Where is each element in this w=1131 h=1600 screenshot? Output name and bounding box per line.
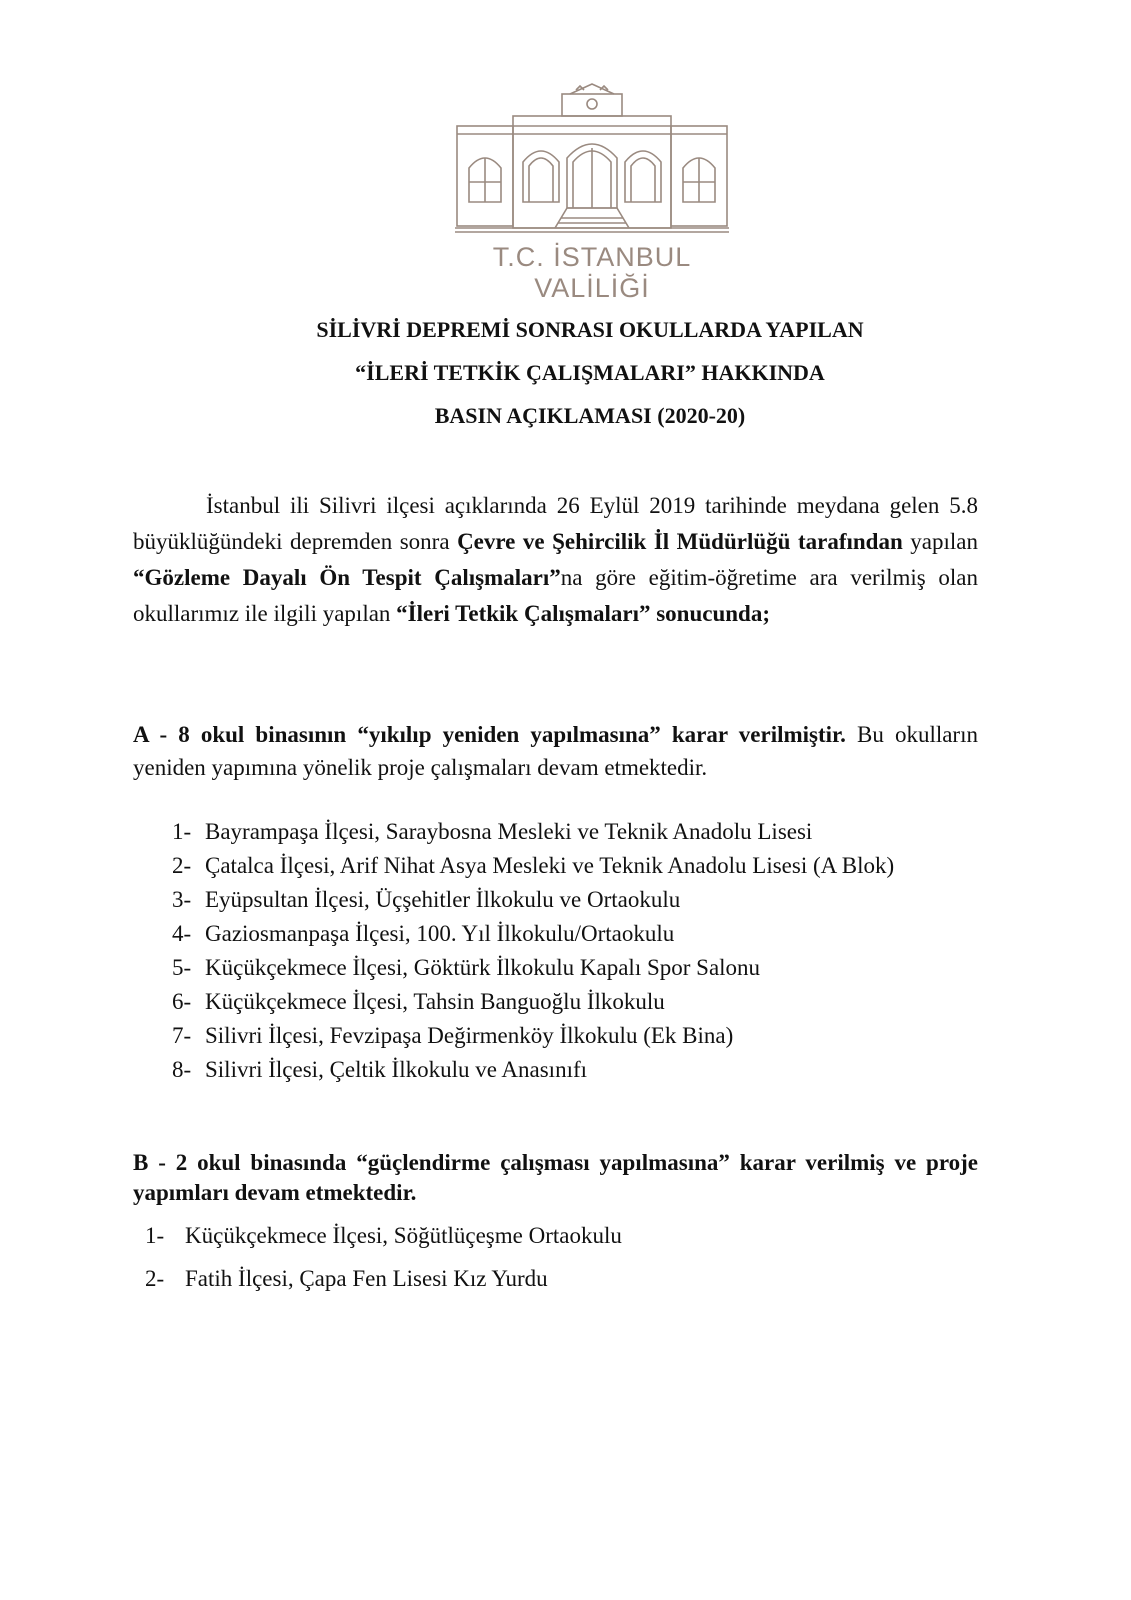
section-a-heading <box>133 718 978 784</box>
list-item-number: 2- <box>172 853 192 878</box>
section-a-text: Bu okulların yeniden yapımına yönelik proje çalışmaları devam etmektedir. <box>133 722 978 780</box>
list-item-number: 1- <box>145 1223 165 1248</box>
list-item-number: 5- <box>172 955 192 980</box>
list-item-number: 6- <box>172 989 192 1014</box>
intro-text-2: yapılan <box>902 529 978 554</box>
title-line-1: SİLİVRİ DEPREMİ SONRASI OKULLARDA YAPILAN <box>316 317 864 342</box>
list-item-number: 7- <box>172 1023 192 1048</box>
list-item <box>172 951 894 985</box>
list-item-text: Eyüpsultan İlçesi, Üçşehitler İlkokulu ve Ortaokulu <box>205 887 681 912</box>
section-a-bold: A - 8 okul binasının “yıkılıp yeniden yapılmasına” karar verilmiştir. <box>133 722 846 747</box>
list-item-text: Silivri İlçesi, Çeltik İlkokulu ve Anasınıfı <box>205 1057 588 1082</box>
list-item <box>145 1214 622 1257</box>
intro-text-3: na göre eğitim-öğretime ara verilmiş olan okullarımız ile ilgili yapılan <box>133 565 978 626</box>
intro-paragraph <box>133 488 978 632</box>
list-item-text: Küçükçekmece İlçesi, Göktürk İlkokulu Kapalı Spor Salonu <box>205 955 761 980</box>
logo-text: T.C. İSTANBUL VALİLİĞİ <box>492 242 692 303</box>
list-item <box>172 883 894 917</box>
list-item-text: Bayrampaşa İlçesi, Saraybosna Mesleki ve Teknik Anadolu Lisesi <box>205 819 813 844</box>
intro-bold-1: Çevre ve Şehircilik İl Müdürlüğü tarafından <box>457 529 903 554</box>
list-item <box>145 1257 622 1300</box>
building-emblem-icon <box>455 82 729 242</box>
section-b-heading: B - 2 okul binasında “güçlendirme çalışması yapılmasına” karar verilmiş ve proje yapımları devam etmektedir. <box>133 1150 978 1205</box>
list-item-number: 2- <box>145 1266 165 1291</box>
list-item <box>172 849 894 883</box>
list-item-text: Gaziosmanpaşa İlçesi, 100. Yıl İlkokulu/Ortaokulu <box>205 921 675 946</box>
list-item <box>172 1019 894 1053</box>
list-item-text: Küçükçekmece İlçesi, Tahsin Banguoğlu İlkokulu <box>205 989 665 1014</box>
intro-bold-3: “İleri Tetkik Çalışmaları” sonucunda; <box>396 601 770 626</box>
governorship-logo <box>455 82 729 303</box>
list-item-number: 1- <box>172 819 192 844</box>
list-item-text: Silivri İlçesi, Fevzipaşa Değirmenköy İlkokulu (Ek Bina) <box>205 1023 734 1048</box>
section-b-list <box>145 1214 622 1300</box>
intro-text-1: İstanbul ili Silivri ilçesi açıklarında 26 Eylül 2019 tarihinde meydana gelen 5.8 büyüklüğündeki depremden sonra <box>133 493 978 554</box>
list-item <box>172 917 894 951</box>
list-item <box>172 985 894 1019</box>
title-line-2: “İLERİ TETKİK ÇALIŞMALARI” HAKKINDA <box>355 360 825 385</box>
list-item-text: Çatalca İlçesi, Arif Nihat Asya Mesleki ve Teknik Anadolu Lisesi (A Blok) <box>205 853 895 878</box>
list-item <box>172 1053 894 1087</box>
list-item-number: 3- <box>172 887 192 912</box>
intro-bold-2: “Gözleme Dayalı Ön Tespit Çalışmaları” <box>133 565 561 590</box>
document-title <box>150 308 1030 437</box>
section-a-list <box>172 815 894 1087</box>
list-item-text: Küçükçekmece İlçesi, Söğütlüçeşme Ortaokulu <box>185 1223 622 1248</box>
list-item-text: Fatih İlçesi, Çapa Fen Lisesi Kız Yurdu <box>185 1266 548 1291</box>
list-item-number: 4- <box>172 921 192 946</box>
list-item-number: 8- <box>172 1057 192 1082</box>
title-line-3: BASIN AÇIKLAMASI (2020-20) <box>434 403 746 428</box>
list-item <box>172 815 894 849</box>
